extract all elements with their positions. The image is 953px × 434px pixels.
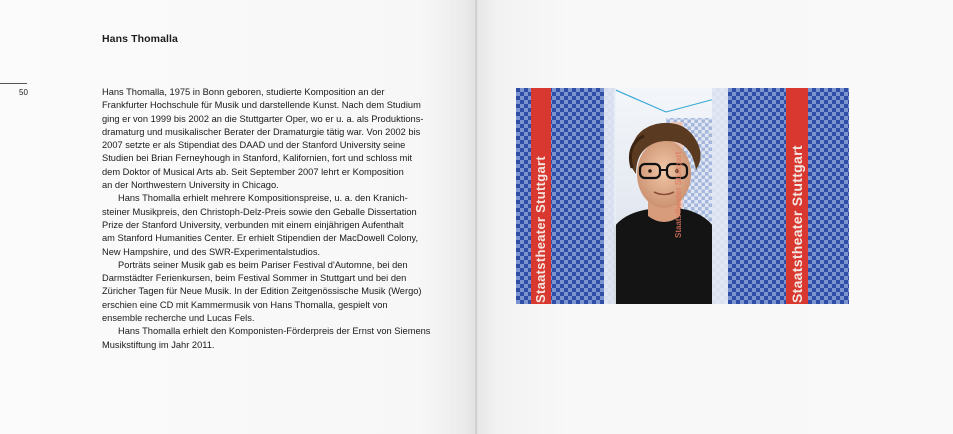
page-marker-line [0,83,27,84]
banner-text-left: Staatstheater Stuttgart [533,155,548,303]
page-heading: Hans Thomalla [102,33,178,45]
bio-paragraph-4: Hans Thomalla erhielt den Komponisten-Förderpreis der Ernst von Siemens Musikstiftung im Jahr 2011. [102,326,431,350]
left-page [0,0,476,434]
portrait-photo [516,88,849,304]
page-number: 50 [19,88,28,97]
bio-paragraph-2: Hans Thomalla erhielt mehrere Kompositionspreise, u. a. den Kranich- steiner Musikpreis, den Christoph-Delz-Preis sowie den Geballe Dissertation Prize der Stanford University, verbunden mit einem einjährigen Aufenthalt am Stanford Humanities Center. Er erhielt Stipendien der MacDowell Colony, New Hampshire, und des SWR-Experimentalstudios. [102,193,419,257]
bio-paragraph-1: Hans Thomalla, 1975 in Bonn geboren, studierte Komposition an der Frankfurter Hochschule für Musik und darstellende Kunst. Nach dem Studium ging er von 1999 bis 2002 an die Stuttgarter Oper, wo er u. a. als Produktions- dramaturg und musikalischer Berater der Dramaturgie tätig war. Von 2002 bis 2007 setzte er als Stipendiat des DAAD und der Stanford University seine Studien bei Brian Ferneyhough in Stanford, Kalifornien, fort und schloss mit dem Doktor of Musical Arts ab. Seit September 2007 lehrt er Komposition an der Northwestern University in Chicago. [102,87,424,191]
banner-text-back: Staatstheater Stuttgart [674,151,683,238]
bio-paragraph-3: Porträts seiner Musik gab es beim Pariser Festival d'Automne, bei den Darmstädter Ferienkursen, beim Festival Sommer in Stuttgart und bei den Züricher Tagen für Neue Musik. In der Edition Zeitgenössische Musik (Wergo) erschien eine CD mit Kammermusik von Hans Thomalla, gespielt von ensemble recherche und Lucas Fels. [102,259,422,324]
banner-text-right: Staatstheater Stuttgart [789,145,805,303]
biography-text [102,86,447,352]
